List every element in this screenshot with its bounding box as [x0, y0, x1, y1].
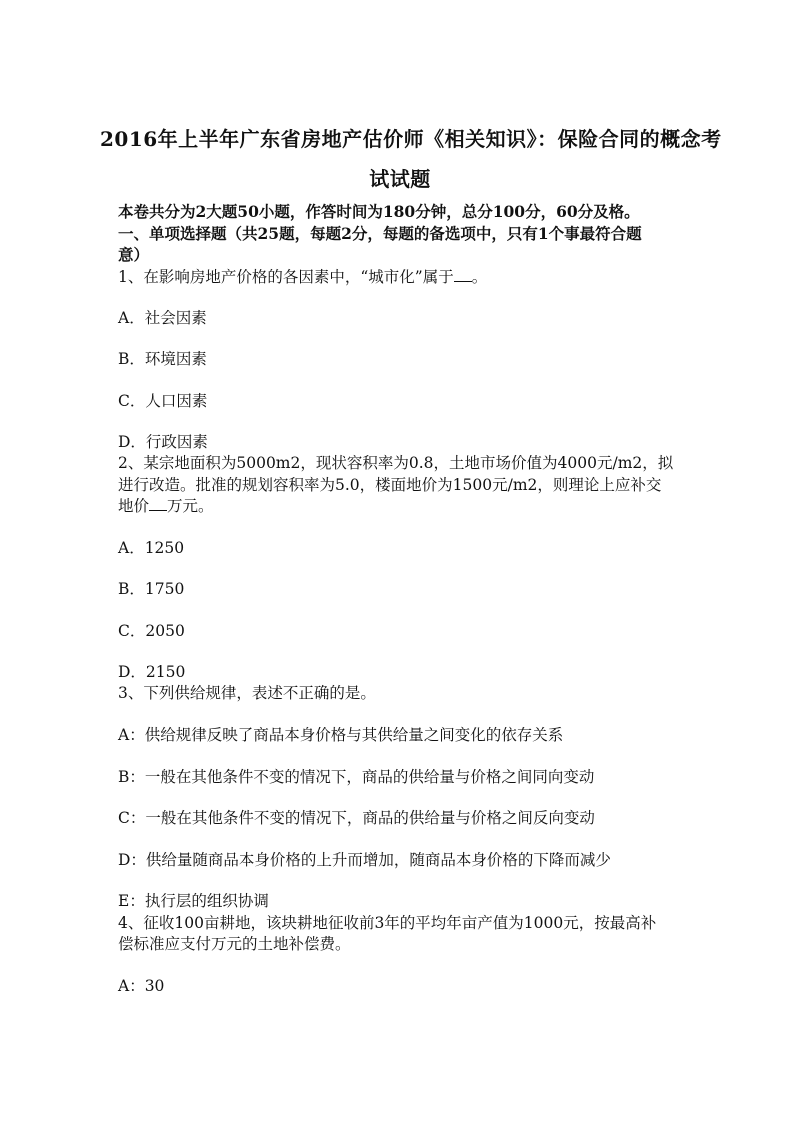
question-3-stem: 3、下列供给规律，表述不正确的是。	[118, 684, 376, 702]
question-3-option-b: B：一般在其他条件不变的情况下，商品的供给量与价格之间同向变动	[118, 768, 595, 786]
question-2-option-d: D．2150	[118, 663, 186, 681]
question-4-stem-line-1: 4、征收100亩耕地，该块耕地征收前3年的平均年亩产值为1000元，按最高补	[118, 914, 657, 932]
question-2-option-a: A．1250	[118, 539, 185, 557]
section-heading-line-2: 意）	[118, 245, 150, 264]
question-2-stem-line-2: 进行改造。批准的规划容积率为5.0，楼面地价为1500元/m2，则理论上应补交	[118, 476, 662, 494]
question-2-stem-line-1: 2、某宗地面积为5000m2，现状容积率为0.8，土地市场价值为4000元/m2，拟	[118, 454, 674, 472]
document-title-line-2: 试试题	[369, 167, 431, 191]
document-title-line-1: 2016年上半年广东省房地产估价师《相关知识》：保险合同的概念考	[100, 127, 722, 151]
question-1-option-d: D．行政因素	[118, 433, 208, 451]
question-2-stem-text: 地价	[118, 497, 150, 515]
question-1-option-b: B．环境因素	[118, 350, 207, 368]
question-3-option-c: C：一般在其他条件不变的情况下，商品的供给量与价格之间反向变动	[118, 809, 595, 827]
question-1-option-a: A．社会因素	[118, 309, 207, 327]
answer-blank	[149, 497, 167, 511]
question-2-stem-line-3	[118, 495, 214, 517]
exam-intro: 本卷共分为2大题50小题，作答时间为180分钟，总分100分，60分及格。	[118, 202, 640, 221]
question-1-stem	[118, 266, 487, 288]
question-4-option-a: A：30	[118, 977, 165, 995]
question-3-option-e: E：执行层的组织协调	[118, 892, 269, 910]
question-3-option-a: A：供给规律反映了商品本身价格与其供给量之间变化的依存关系	[118, 726, 564, 744]
question-4-stem-line-2: 偿标准应支付万元的土地补偿费。	[118, 935, 351, 953]
question-2-stem-end: 万元。	[167, 497, 214, 515]
question-2-option-c: C．2050	[118, 622, 185, 640]
question-3-option-d: D：供给量随商品本身价格的上升而增加，随商品本身价格的下降而减少	[118, 851, 611, 869]
question-1-option-c: C．人口因素	[118, 392, 208, 410]
section-heading-line-1: 一、单项选择题（共25题，每题2分，每题的备选项中，只有1个事最符合题	[118, 224, 642, 243]
question-1-stem-text: 1、在影响房地产价格的各因素中，“城市化”属于	[118, 268, 454, 286]
question-2-option-b: B．1750	[118, 580, 185, 598]
answer-blank	[454, 268, 472, 282]
question-1-stem-end: 。	[471, 268, 488, 286]
